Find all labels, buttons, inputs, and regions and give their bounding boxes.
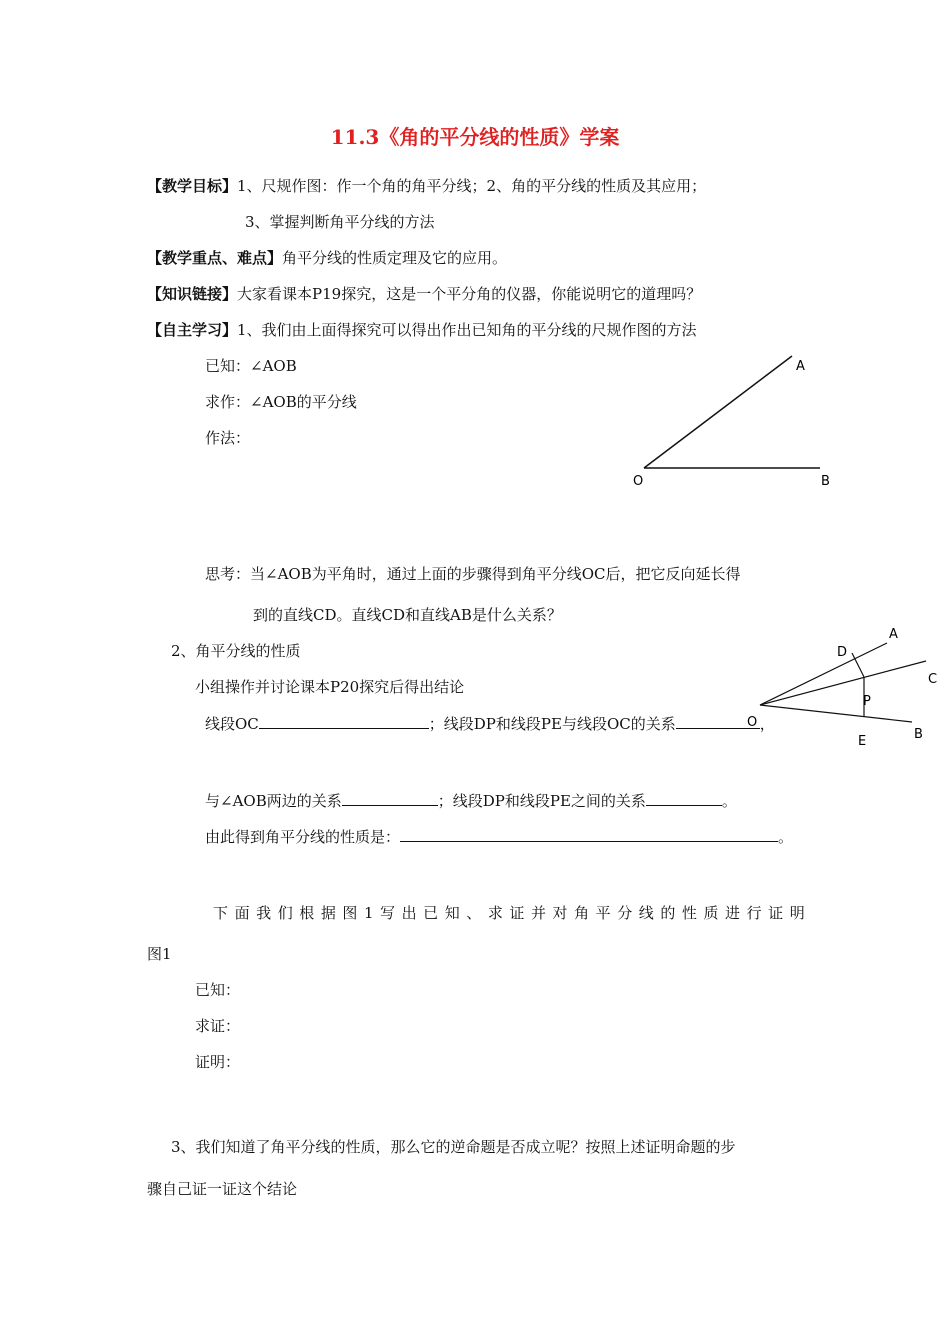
proof-intro-char: 质 bbox=[703, 904, 719, 922]
fig2-label-b: B bbox=[914, 727, 923, 742]
proof-known: 已知： bbox=[195, 981, 241, 999]
self-text: 1、我们由上面得探究可以得出作出已知角的平分线的尺规作图的方法 bbox=[237, 321, 697, 339]
self-known: 已知：∠AOB bbox=[205, 357, 297, 375]
proof-intro-char: 据 bbox=[320, 904, 336, 922]
conclusion-a: 由此得到角平分线的性质是： bbox=[205, 828, 401, 846]
proof-intro-char: 分 bbox=[617, 904, 633, 922]
proof-intro-char: 平 bbox=[595, 904, 611, 922]
page-title: 11.3《角的平分线的性质》学案 bbox=[330, 125, 620, 149]
goal-text-1: 1、尺规作图：作一个角的角平分线；2、角的平分线的性质及其应用； bbox=[237, 177, 707, 195]
proof-intro-char: 进 bbox=[725, 904, 741, 922]
proof-intro-char: 明 bbox=[789, 904, 805, 922]
section2-heading: 2、角平分线的性质 bbox=[171, 642, 301, 660]
conclusion-b: 。 bbox=[778, 828, 794, 846]
proof-intro-char: 行 bbox=[746, 904, 762, 922]
figure-angle-aob bbox=[644, 356, 820, 468]
ray-ob-2 bbox=[760, 705, 912, 722]
fill1-c: ， bbox=[759, 715, 775, 733]
section2-group: 小组操作并讨论课本P20探究后得出结论 bbox=[195, 678, 465, 696]
self-tag: 【自主学习】 bbox=[147, 321, 238, 339]
fill1-b: ；线段DP和线段PE与线段OC的关系 bbox=[428, 715, 676, 733]
fill2-a: 与∠AOB两边的关系 bbox=[205, 792, 342, 810]
link-tag: 【知识链接】 bbox=[147, 285, 238, 303]
proof-intro-char: 知 bbox=[444, 904, 460, 922]
proof-intro-char: 线 bbox=[638, 904, 654, 922]
fill2-c: 。 bbox=[721, 792, 737, 810]
proof-intro-char: 我 bbox=[256, 904, 272, 922]
proof-prove: 求证： bbox=[195, 1017, 241, 1035]
fig2-label-a: A bbox=[889, 627, 898, 642]
proof-intro-char: 求 bbox=[487, 904, 503, 922]
fig1-label-o: O bbox=[633, 474, 644, 489]
proof-intro-char: 并 bbox=[530, 904, 546, 922]
self-method: 作法： bbox=[205, 429, 251, 447]
proof-intro-char: 图 bbox=[342, 904, 358, 922]
fig2-label-p: P bbox=[863, 694, 871, 709]
fig2-label-o: O bbox=[747, 715, 758, 730]
ray-oa bbox=[644, 356, 792, 468]
goal-tag: 【教学目标】 bbox=[147, 177, 238, 195]
proof-intro-char: 面 bbox=[234, 904, 250, 922]
think-line2: 到的直线CD。直线CD和直线AB是什么关系？ bbox=[253, 606, 562, 624]
proof-intro-char: 们 bbox=[277, 904, 293, 922]
fig2-label-e: E bbox=[858, 734, 867, 749]
proof-intro-char: 写 bbox=[380, 904, 396, 922]
proof-proof: 证明： bbox=[195, 1053, 241, 1071]
fill2-b: ；线段DP和线段PE之间的关系 bbox=[437, 792, 646, 810]
proof-intro-char: 性 bbox=[681, 904, 697, 922]
think-line1: 思考：当∠AOB为平角时，通过上面的步骤得到角平分线OC后，把它反向延长得 bbox=[205, 565, 741, 583]
proof-intro-char: 出 bbox=[401, 904, 417, 922]
fig2-label-d: D bbox=[837, 645, 848, 660]
section3-line1: 3、我们知道了角平分线的性质，那么它的逆命题是否成立呢？按照上述证明命题的步 bbox=[171, 1138, 736, 1156]
key-text: 角平分线的性质定理及它的应用。 bbox=[282, 249, 508, 267]
fill1-a: 线段OC bbox=[205, 715, 259, 733]
proof-intro-char: 下 bbox=[213, 904, 229, 922]
section3-line2: 骤自己证一证这个结论 bbox=[147, 1180, 298, 1198]
fig1-label-b: B bbox=[821, 474, 830, 489]
proof-intro-char: 证 bbox=[509, 904, 525, 922]
proof-intro-char: 根 bbox=[299, 904, 315, 922]
link-text: 大家看课本P19探究，这是一个平分角的仪器，你能说明它的道理吗？ bbox=[237, 285, 702, 303]
proof-intro-char: 证 bbox=[768, 904, 784, 922]
ray-oc bbox=[760, 661, 926, 705]
proof-intro-char: 角 bbox=[574, 904, 590, 922]
proof-intro-char: 已 bbox=[423, 904, 439, 922]
self-ask: 求作：∠AOB的平分线 bbox=[205, 393, 357, 411]
key-tag: 【教学重点、难点】 bbox=[147, 249, 283, 267]
proof-intro-char: 1 bbox=[363, 904, 374, 922]
goal-line2: 3、掌握判断角平分线的方法 bbox=[245, 213, 435, 231]
proof-intro-char: 对 bbox=[552, 904, 568, 922]
fig-label: 图1 bbox=[147, 945, 172, 963]
proof-intro-char: 的 bbox=[660, 904, 676, 922]
fig1-label-a: A bbox=[796, 359, 805, 374]
fig2-label-c: C bbox=[928, 672, 938, 687]
proof-intro-char: 、 bbox=[466, 904, 482, 922]
